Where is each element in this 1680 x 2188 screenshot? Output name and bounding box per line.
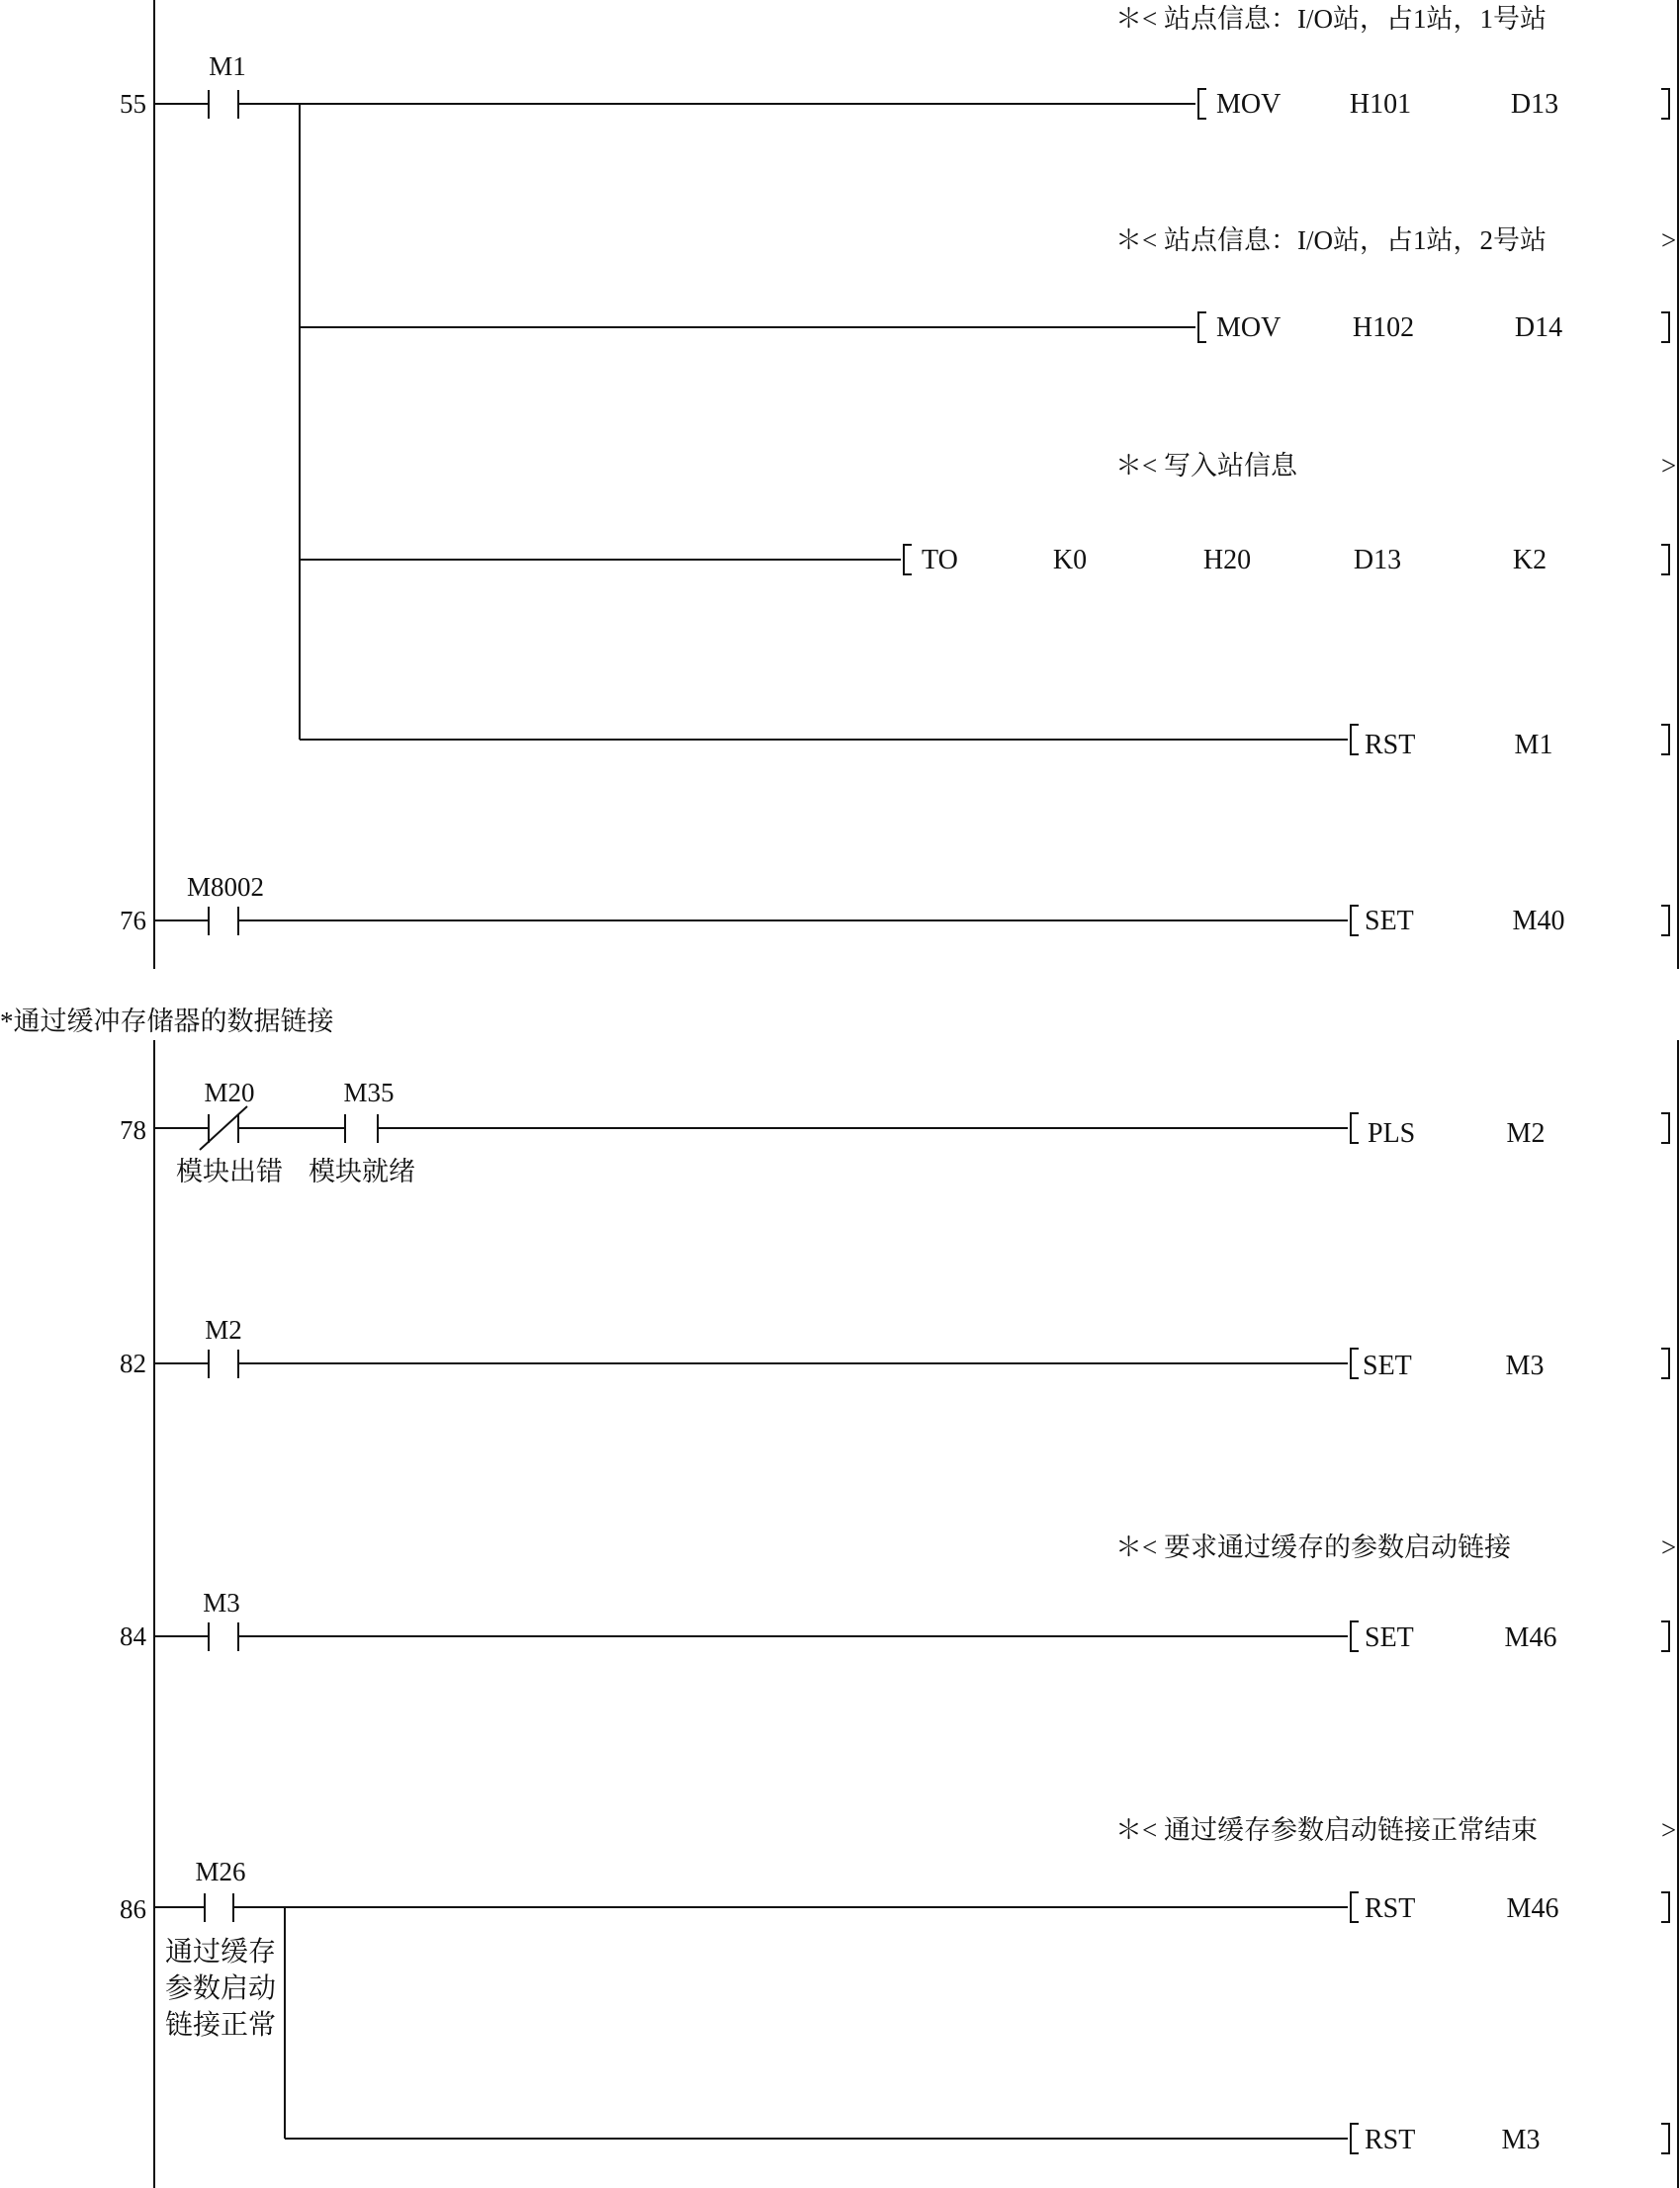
contact-address: M2: [205, 1315, 242, 1345]
instruction-close-bracket: [1661, 312, 1669, 342]
instruction-cmd: PLS: [1368, 1118, 1416, 1149]
contact-no-m1: [154, 90, 1195, 119]
contact-note: 模块就绪: [309, 1157, 415, 1186]
step-number: 55: [120, 89, 146, 119]
instruction-arg: H20: [1202, 545, 1252, 575]
contact-no-m3: [154, 1622, 1348, 1651]
contact-note: 链接正常: [164, 2010, 277, 2041]
step-number: 86: [120, 1894, 146, 1924]
contact-note: 参数启动: [164, 1973, 277, 2004]
contact-address: M3: [203, 1588, 240, 1618]
instruction-arg: M2: [1506, 1118, 1546, 1149]
step-number: 78: [120, 1115, 146, 1145]
instruction-cmd: MOV: [1216, 89, 1282, 120]
instruction-arg: D13: [1353, 545, 1402, 575]
step-number: 76: [120, 906, 146, 935]
contact-note: 通过缓存: [164, 1937, 277, 1968]
instruction-open-bracket: [1351, 906, 1359, 935]
instruction-open-bracket: [1351, 1892, 1359, 1922]
instruction-close-bracket: [1661, 725, 1669, 754]
instruction-close-bracket: [1661, 1621, 1669, 1651]
instruction-cmd: RST: [1365, 1893, 1416, 1924]
instruction-close-bracket: [1661, 906, 1669, 935]
instruction-arg: M40: [1512, 906, 1565, 936]
instruction-open-bracket: [904, 545, 912, 574]
instruction-open-bracket: [1351, 725, 1359, 754]
comment-text: ＊< 通过缓存参数启动链接正常结束: [1115, 1815, 1538, 1845]
instruction-open-bracket: [1351, 1349, 1359, 1378]
rung-78: [120, 1078, 1669, 1186]
contact-no-m2: [154, 1350, 1348, 1378]
instruction-arg: M1: [1514, 730, 1553, 760]
comment-end: >: [1661, 1532, 1677, 1562]
contact-address: M1: [209, 51, 246, 81]
comment-end: >: [1661, 225, 1677, 255]
instruction-arg: M46: [1504, 1622, 1557, 1653]
rung-84: [120, 1532, 1676, 1653]
instruction-arg: M3: [1505, 1351, 1545, 1381]
rung-82: [120, 1315, 1669, 1381]
instruction-cmd: SET: [1365, 1622, 1414, 1653]
section-comment: *通过缓冲存储器的数据链接: [0, 1006, 334, 1036]
instruction-arg: D13: [1510, 89, 1559, 120]
comment-text: ＊< 写入站信息: [1115, 451, 1297, 481]
instruction-arg: K2: [1512, 545, 1547, 575]
instruction-open-bracket: [1198, 89, 1206, 119]
instruction-cmd: SET: [1365, 906, 1414, 936]
contact-address: M20: [204, 1078, 255, 1107]
comment-text: ＊< 要求通过缓存的参数启动链接: [1115, 1532, 1511, 1562]
instruction-close-bracket: [1661, 1892, 1669, 1922]
instruction-arg: D14: [1514, 312, 1563, 343]
instruction-close-bracket: [1661, 545, 1669, 574]
contact-address: M8002: [186, 872, 265, 902]
comment-end: >: [1661, 1815, 1677, 1845]
comment-text: ＊< 站点信息：I/O站，占1站，1号站: [1115, 4, 1547, 34]
instruction-arg: H101: [1349, 89, 1412, 120]
contact-no-m26: [154, 1893, 1348, 1922]
instruction-cmd: SET: [1363, 1351, 1412, 1381]
instruction-open-bracket: [1198, 312, 1206, 342]
step-number: 82: [120, 1349, 146, 1378]
rung-55: [120, 4, 1676, 760]
contact-note: 模块出错: [176, 1157, 283, 1186]
instruction-arg: H102: [1352, 312, 1415, 343]
instruction-close-bracket: [1661, 89, 1669, 119]
instruction-cmd: MOV: [1216, 312, 1282, 343]
instruction-open-bracket: [1351, 2124, 1359, 2153]
instruction-close-bracket: [1661, 2124, 1669, 2153]
instruction-open-bracket: [1351, 1621, 1359, 1651]
comment-text: ＊< 站点信息：I/O站，占1站，2号站: [1115, 225, 1547, 255]
instruction-arg: M46: [1506, 1893, 1559, 1924]
contact-no-m8002: [154, 907, 1348, 935]
instruction-close-bracket: [1661, 1349, 1669, 1378]
instruction-cmd: RST: [1365, 730, 1416, 760]
rung-86: [120, 1815, 1676, 2155]
contact-address: M26: [195, 1857, 246, 1886]
rung-76: [120, 872, 1669, 936]
instruction-cmd: RST: [1365, 2125, 1416, 2155]
contact-nc-m20-and-no-m35: [154, 1106, 1348, 1150]
comment-end: >: [1661, 451, 1677, 481]
instruction-cmd: TO: [922, 545, 958, 575]
instruction-arg: M3: [1501, 2125, 1541, 2155]
contact-address: M35: [343, 1078, 395, 1107]
instruction-open-bracket: [1351, 1113, 1359, 1143]
instruction-arg: K0: [1052, 545, 1088, 575]
step-number: 84: [120, 1621, 146, 1651]
instruction-close-bracket: [1661, 1113, 1669, 1143]
